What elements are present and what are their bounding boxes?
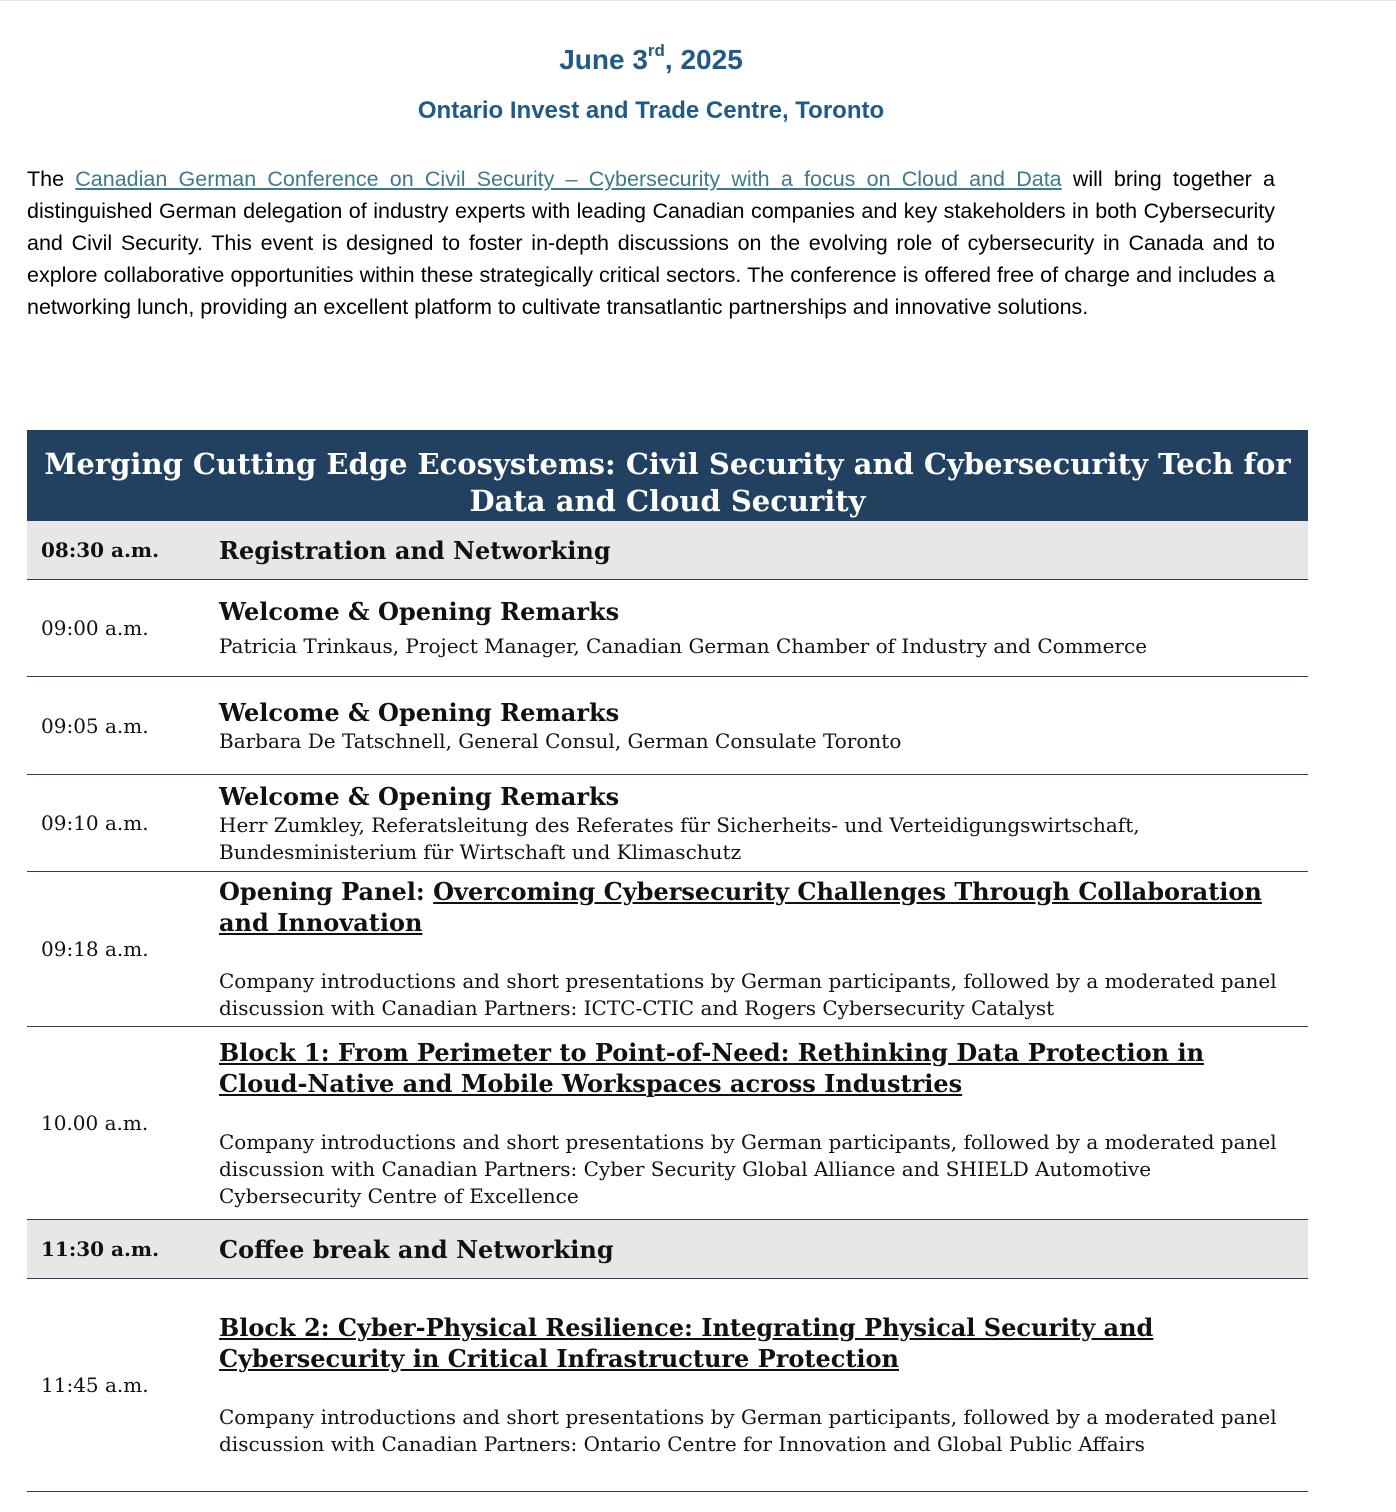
agenda-title: Merging Cutting Edge Ecosystems: Civil Security and Cybersecurity Tech for Data and Cloud Security — [27, 430, 1308, 521]
session-title: Welcome & Opening Remarks — [219, 781, 620, 811]
session-time: 09:10 a.m. — [41, 811, 149, 835]
agenda-row-coffee-break — [27, 1220, 1308, 1279]
session-speaker: Patricia Trinkaus, Project Manager, Canadian German Chamber of Industry and Commerce — [219, 634, 1148, 658]
agenda-row-welcome-2 — [27, 677, 1308, 775]
session-title: Coffee break and Networking — [219, 1234, 614, 1264]
session-content — [219, 677, 1308, 774]
session-time: 11:45 a.m. — [41, 1373, 149, 1397]
session-speaker: Barbara De Tatschnell, General Consul, German Consulate Toronto — [219, 728, 902, 753]
session-content — [219, 1027, 1308, 1219]
agenda-row-welcome-3 — [27, 775, 1308, 872]
agenda-row-registration — [27, 521, 1308, 580]
session-description: Company introductions and short presentations by German participants, followed by a moderated panel discussion with Canadian Partners: ICTC-CTIC and Rogers Cybersecurity Catalyst — [219, 969, 1277, 1020]
session-title: Welcome & Opening Remarks — [219, 697, 620, 727]
session-time: 09:18 a.m. — [41, 937, 149, 961]
agenda-row-block-2 — [27, 1279, 1308, 1492]
session-content — [219, 872, 1308, 1026]
session-content — [219, 1279, 1308, 1491]
session-title-link[interactable]: Overcoming Cybersecurity Challenges Through Collaboration and Innovation — [219, 877, 1262, 937]
session-content — [219, 1220, 1308, 1278]
session-content — [219, 580, 1308, 676]
agenda-row-opening-panel — [27, 872, 1308, 1027]
session-title: Registration and Networking — [219, 535, 611, 565]
session-title — [219, 876, 1288, 938]
page-top-rule — [0, 0, 1396, 1]
intro-paragraph — [27, 163, 1275, 323]
session-time: 10.00 a.m. — [41, 1111, 149, 1135]
conference-link[interactable]: Canadian German Conference on Civil Security – Cybersecurity with a focus on Cloud and Data — [75, 167, 1062, 191]
session-time: 08:30 a.m. — [41, 538, 160, 562]
session-time: 11:30 a.m. — [41, 1237, 160, 1261]
event-date — [0, 40, 1302, 80]
session-speaker: Herr Zumkley, Referatsleitung des Referates für Sicherheits- und Verteidigungswirtschaft, Bundesministerium für Wirtschaft und Klimaschutz — [219, 812, 1140, 864]
date-ordinal-suffix: rd — [647, 40, 665, 60]
agenda-row-block-1 — [27, 1027, 1308, 1220]
session-time: 09:00 a.m. — [41, 616, 149, 640]
session-time: 09:05 a.m. — [41, 713, 149, 738]
session-title-prefix: Opening Panel: — [219, 877, 434, 906]
session-title-link[interactable]: Block 2: Cyber-Physical Resilience: Integrating Physical Security and Cybersecurity in Critical Infrastructure Protection — [219, 1313, 1154, 1373]
event-venue: Ontario Invest and Trade Centre, Toronto — [417, 97, 885, 124]
session-description: Company introductions and short presentations by German participants, followed by a moderated panel discussion with Canadian Partners: Cyber Security Global Alliance and SHIELD Automotive Cybersecurity Centre of Excellence — [219, 1129, 1277, 1208]
session-title: Welcome & Opening Remarks — [219, 597, 620, 626]
date-year: , 2025 — [664, 44, 743, 75]
intro-body: will bring together a distinguished German delegation of industry experts with leading Canadian companies and key stakeholders in both Cybersecurity and Civil Security. This event is designed to foster in-depth discussions on the evolving role of cybersecurity in Canada and to explore collaborative opportunities within these strategically critical sectors. The conference is offered free of charge and includes a networking lunch, providing an excellent platform to cultivate transatlantic partnerships and innovative solutions. — [27, 167, 1275, 319]
session-content — [219, 775, 1308, 871]
agenda-row-welcome-1 — [27, 580, 1308, 677]
date-main: June 3 — [559, 44, 648, 75]
intro-lead: The — [27, 167, 76, 191]
session-title-link[interactable]: Block 1: From Perimeter to Point-of-Need: Rethinking Data Protection in Cloud-Native and Mobile Workspaces across Industries — [219, 1037, 1205, 1098]
session-content — [219, 521, 1308, 579]
agenda-table — [27, 430, 1308, 1492]
session-description: Company introductions and short presentations by German participants, followed by a moderated panel discussion with Canadian Partners: Ontario Centre for Innovation and Global Public Affairs — [219, 1405, 1277, 1456]
